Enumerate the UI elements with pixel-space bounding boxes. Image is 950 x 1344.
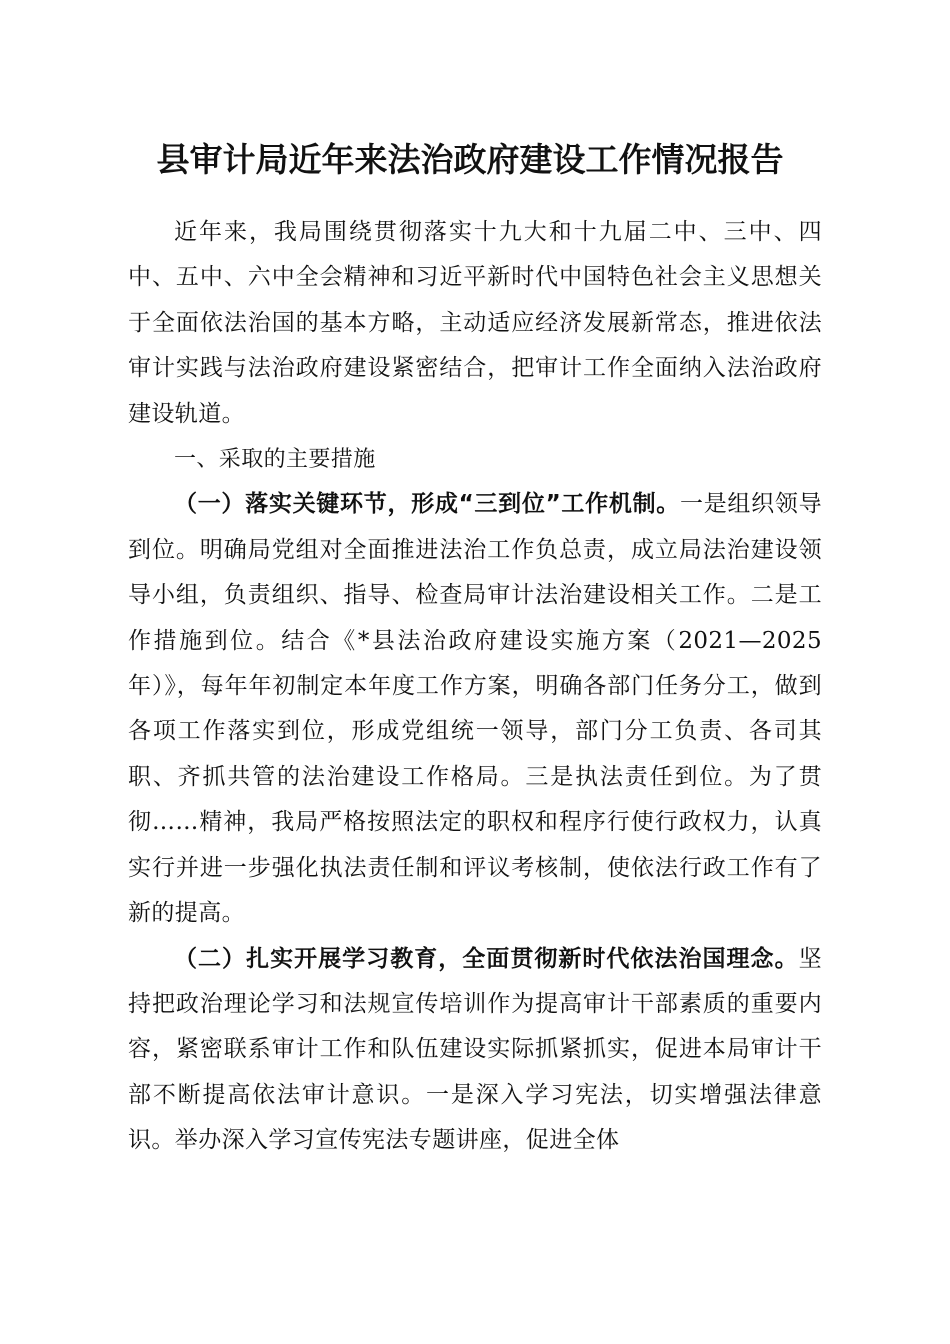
subsection-1-paragraph [128, 482, 822, 936]
section-heading-measures [128, 437, 822, 482]
intro-paragraph: 近年来，我局围绕贯彻落实十九大和十九届二中、三中、四中、五中、六中全会精神和习近平新时代中国特色社会主义思想关于全面依法治国的基本方略，主动适应经济发展新常态，推进依法审计实践与法治政府建设紧密结合，把审计工作全面纳入法治政府建设轨道。 [128, 219, 822, 427]
section-heading-text: 一、采取的主要措施 [174, 447, 376, 473]
subsection-2-paragraph [128, 937, 822, 1164]
subsection-1-body: 一是组织领导到位。明确局党组对全面推进法治工作负总责，成立局法治建设领导小组，负责组织、指导、检查局审计法治建设相关工作。二是工作措施到位。结合《*县法治政府建设实施方案（2021—2025年）》，每年年初制定本年度工作方案，明确各部门任务分工，做到各项工作落实到位，形成党组统一领导，部门分工负责、各司其职、齐抓共管的法治建设工作格局。三是执法责任到位。为了贯彻……精神，我局严格按照法定的职权和程序行使行政权力，认真实行并进一步强化执法责任制和评议考核制，使依法行政工作有了新的提高。 [128, 491, 822, 927]
subsection-2-body: 坚持把政治理论学习和法规宣传培训作为提高审计干部素质的重要内容，紧密联系审计工作和队伍建设实际抓紧抓实，促进本局审计干部不断提高依法审计意识。一是深入学习宪法，切实增强法律意识。举办深入学习宣传宪法专题讲座，促进全体 [128, 945, 822, 1154]
subsection-1-heading: （一）落实关键环节，形成“三到位”工作机制。 [174, 491, 680, 518]
document-title: 县审计局近年来法治政府建设工作情况报告 [156, 140, 784, 179]
document-page [128, 130, 822, 1164]
subsection-2-heading: （二）扎实开展学习教育，全面贯彻新时代依法治国理念。 [174, 945, 799, 972]
